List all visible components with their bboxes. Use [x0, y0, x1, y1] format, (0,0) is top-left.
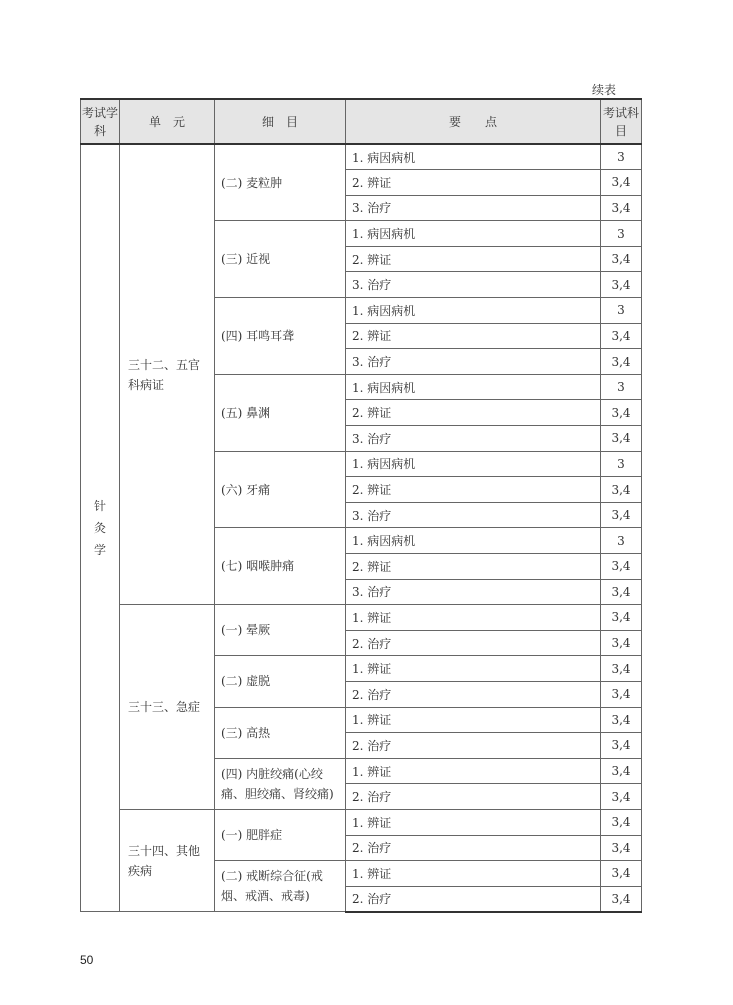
topic-cell: (六) 牙痛: [215, 451, 346, 528]
point-cell: 3. 治疗: [346, 426, 601, 452]
point-cell: 1. 辨证: [346, 656, 601, 682]
unit-cell: 三十三、急症: [120, 605, 215, 810]
topic-cell: (二) 麦粒肿: [215, 144, 346, 221]
topic-cell: (四) 耳鸣耳聋: [215, 298, 346, 375]
point-cell: 1. 辨证: [346, 809, 601, 835]
code-cell: 3: [601, 374, 642, 400]
subject-char: 针: [93, 499, 106, 514]
point-cell: 1. 病因病机: [346, 528, 601, 554]
header-code: 考试科目: [601, 99, 642, 144]
code-cell: 3,4: [601, 246, 642, 272]
point-cell: 1. 病因病机: [346, 374, 601, 400]
subject-cell: [81, 144, 120, 912]
code-cell: 3,4: [601, 502, 642, 528]
point-cell: 2. 辨证: [346, 554, 601, 580]
code-cell: 3,4: [601, 784, 642, 810]
code-cell: 3,4: [601, 733, 642, 759]
code-cell: 3,4: [601, 809, 642, 835]
page-number: 50: [80, 953, 94, 967]
point-cell: 2. 辨证: [346, 170, 601, 196]
topic-cell: (三) 高热: [215, 707, 346, 758]
code-cell: 3,4: [601, 323, 642, 349]
topic-cell: (一) 肥胖症: [215, 809, 346, 860]
point-cell: 2. 治疗: [346, 835, 601, 861]
point-cell: 1. 辨证: [346, 758, 601, 784]
unit-cell: 三十四、其他疾病: [120, 809, 215, 911]
table-body: [81, 144, 642, 912]
point-cell: 2. 治疗: [346, 733, 601, 759]
point-cell: 2. 辨证: [346, 246, 601, 272]
point-cell: 2. 治疗: [346, 886, 601, 912]
header-unit: 单 元: [120, 99, 215, 144]
code-cell: 3,4: [601, 554, 642, 580]
syllabus-table: [80, 98, 642, 913]
code-cell: 3,4: [601, 349, 642, 375]
table-header-row: [81, 99, 642, 144]
code-cell: 3,4: [601, 656, 642, 682]
continued-label: 续表: [592, 83, 617, 97]
topic-cell: (一) 晕厥: [215, 605, 346, 656]
header-point: 要 点: [346, 99, 601, 144]
topic-cell: (二) 戒断综合征(戒烟、戒酒、戒毒): [215, 861, 346, 912]
code-cell: 3,4: [601, 195, 642, 221]
code-cell: 3: [601, 221, 642, 247]
code-cell: 3,4: [601, 835, 642, 861]
header-subject: 考试学科: [81, 99, 120, 144]
topic-cell: (三) 近视: [215, 221, 346, 298]
point-cell: 3. 治疗: [346, 272, 601, 298]
point-cell: 1. 病因病机: [346, 221, 601, 247]
table-row: [81, 144, 642, 170]
topic-cell: (七) 咽喉肿痛: [215, 528, 346, 605]
topic-cell: (二) 虚脱: [215, 656, 346, 707]
point-cell: 1. 辨证: [346, 861, 601, 887]
unit-cell: 三十二、五官科病证: [120, 144, 215, 605]
code-cell: 3: [601, 528, 642, 554]
subject-char: 灸: [93, 521, 106, 536]
point-cell: 2. 辨证: [346, 477, 601, 503]
table-row: [81, 809, 642, 835]
code-cell: 3,4: [601, 579, 642, 605]
point-cell: 2. 辨证: [346, 323, 601, 349]
code-cell: 3,4: [601, 681, 642, 707]
point-cell: 3. 治疗: [346, 502, 601, 528]
point-cell: 2. 辨证: [346, 400, 601, 426]
point-cell: 2. 治疗: [346, 784, 601, 810]
point-cell: 1. 病因病机: [346, 144, 601, 170]
code-cell: 3: [601, 144, 642, 170]
code-cell: 3,4: [601, 426, 642, 452]
code-cell: 3,4: [601, 605, 642, 631]
header-topic: 细 目: [215, 99, 346, 144]
code-cell: 3,4: [601, 477, 642, 503]
point-cell: 2. 治疗: [346, 630, 601, 656]
code-cell: 3,4: [601, 170, 642, 196]
point-cell: 2. 治疗: [346, 681, 601, 707]
point-cell: 3. 治疗: [346, 579, 601, 605]
code-cell: 3,4: [601, 630, 642, 656]
code-cell: 3,4: [601, 861, 642, 887]
code-cell: 3: [601, 451, 642, 477]
code-cell: 3: [601, 298, 642, 324]
point-cell: 1. 辨证: [346, 707, 601, 733]
point-cell: 1. 辨证: [346, 605, 601, 631]
point-cell: 1. 病因病机: [346, 298, 601, 324]
table-row: [81, 605, 642, 631]
code-cell: 3,4: [601, 272, 642, 298]
point-cell: 3. 治疗: [346, 195, 601, 221]
code-cell: 3,4: [601, 707, 642, 733]
point-cell: 3. 治疗: [346, 349, 601, 375]
subject-char: 学: [93, 543, 106, 558]
code-cell: 3,4: [601, 400, 642, 426]
point-cell: 1. 病因病机: [346, 451, 601, 477]
topic-cell: (四) 内脏绞痛(心绞痛、胆绞痛、肾绞痛): [215, 758, 346, 809]
code-cell: 3,4: [601, 758, 642, 784]
code-cell: 3,4: [601, 886, 642, 912]
topic-cell: (五) 鼻渊: [215, 374, 346, 451]
